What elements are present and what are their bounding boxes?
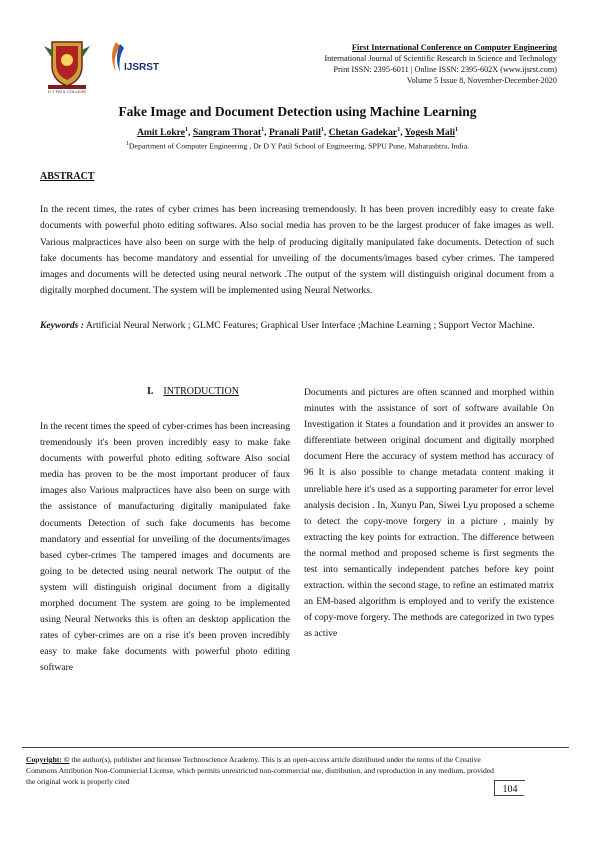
copyright-text: the author(s), publisher and licensee Technoscience Academy. This is an open-access article distributed under the terms of the Creative Commons Attribution Non-Commercial License, which permits unrestricted non-commercial use, distribution, and reproduction in any medium, provided the original work is properly cited	[26, 755, 494, 786]
affiliation-sup: 1	[125, 141, 129, 147]
journal-header	[257, 42, 557, 86]
author-name: Amit Lokre	[136, 127, 186, 139]
copyright-label: Copyright: ©	[26, 755, 70, 764]
author-sup: 1	[185, 127, 189, 133]
section-number: I.	[147, 386, 154, 397]
paper-title: Fake Image and Document Detection using Machine Learning	[118, 104, 477, 119]
conference-name: First International Conference on Computer Engineering	[351, 43, 557, 52]
copyright-notice	[26, 754, 496, 787]
author-name: Yogesh Mali	[404, 127, 456, 139]
abstract-heading: ABSTRACT	[40, 171, 95, 182]
section-heading	[147, 386, 239, 397]
section-title: INTRODUCTION	[163, 386, 239, 397]
college-logo	[38, 36, 96, 94]
footer-divider	[22, 747, 569, 748]
author-name: Sangram Thorat	[192, 127, 262, 139]
author-sup: 1	[320, 127, 324, 133]
ijsrst-logo	[106, 38, 164, 92]
abstract-text: In the recent times, the rates of cyber crimes has been increasing tremendously. It has been proven incredibly easy to create fake documents with powerful photo editing softwares. Also social media has proven to be the largest producer of fake images as well. Various malpractices have also been on surge with the help of producing digitally manipulated fake documents. Detection of such fake documents has become mandatory and essential for unveiling of the documents/images based cyber crimes. The tampered images and documents will be detected using neural network .The output of the system will distinguish original document from a digitally morphed document. The system will be implemented using Neural Networks.	[40, 204, 554, 297]
intro-column-right: Documents and pictures are often scanned and morphed within minutes with the assistance of sort of software available On Investigation it States a foundation and it provides an answer to differentiate between original document and digitally morphed document Here the accuracy of system method has accuracy of 96 It is also possible to change metadata content making it unreliable here it's used as a supporting parameter for error level analysis decision . In, Xunyu Pan, Siwei Lyu proposed a scheme to detect the copy-move forgery in a picture , mainly by extracting the key points for extraction. The difference between the normal method and proposed scheme is first segments the test into semantically independent patches before key point extraction. within the second stage, to refine an estimated matrix an EM-based algorithm is employed and to verify the existence of copy-move forgery. The methods are categorized in two types as active	[304, 387, 554, 640]
author-sup: 1	[261, 127, 265, 133]
intro-column-left: In the recent times the speed of cyber-crimes has been increasing tremendously it's been proven incredibly easy to make fake documents with powerful photo editing software Also social media has proven to be the most important producer of faux images also Various malpractices have also been on surge with the assistance of manufacturing digitally manipulated fake documents Detection of such fake documents has become mandatory and essential for unveiling of the documents/images based cyber-crimes The tampered images and documents are going to be detected using neural network The output of the system will distinguish original document from a digitally morphed document The system are going to be implemented using Neural Networks this is often an desktop application the rates of cyber-crimes are on a rise it's been proven incredibly easy to make fake documents with powerful photo editing software	[40, 421, 290, 674]
issn-line: Print ISSN: 2395-6011 | Online ISSN: 2395-602X (www.ijsrst.com)	[333, 65, 557, 74]
affiliation	[0, 141, 595, 151]
ijsrst-logo-text: IJSRST	[124, 62, 160, 73]
page-number-underline	[494, 795, 524, 796]
author-sup: 1	[455, 127, 459, 133]
keywords-text: Artificial Neural Network ; GLMC Features; Graphical User Interface ;Machine Learning ; Support Vector Machine.	[85, 320, 535, 331]
page-number: 104	[494, 780, 525, 796]
keywords-label: Keywords :	[40, 320, 84, 331]
author-name: Pranali Patil	[268, 127, 321, 139]
college-logo-text: D Y PATIL COLLEGE	[47, 89, 87, 94]
author-sup: 1	[397, 127, 401, 133]
author-list: Amit Lokre$^1$, Sangram Thorat$^1$, Pranali Patil$^1$, Chetan Gadekar$^1$, Yogesh Mali$^1$	[136, 127, 459, 139]
author-name: Chetan Gadekar	[328, 127, 398, 139]
affiliation-text: Department of Computer Engineering , Dr D Y Patil School of Engineering, SPPU Pune, Maharashtra, India.	[128, 141, 470, 151]
volume-line: Volume 5 Issue 8, November-December-2020	[406, 76, 557, 85]
journal-name: International Journal of Scientific Research in Science and Technology	[324, 54, 557, 63]
keywords	[40, 318, 554, 334]
